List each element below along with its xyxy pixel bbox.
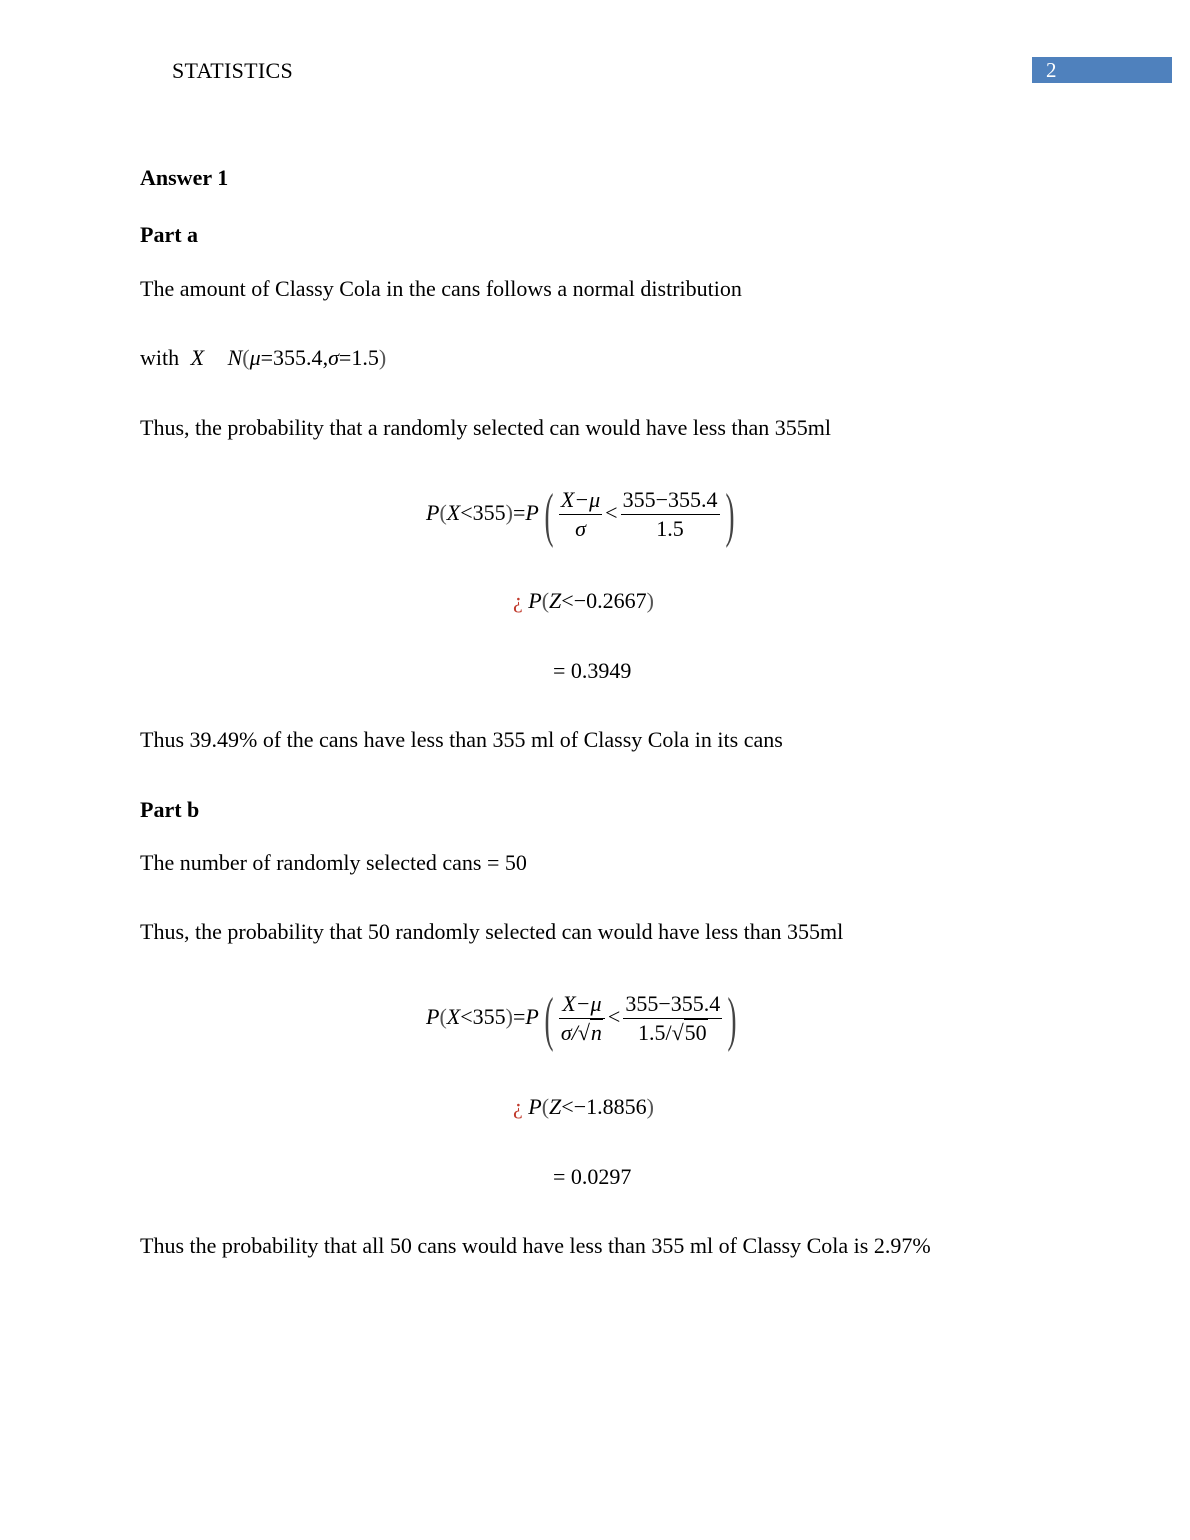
part-b-result: = 0.0297 xyxy=(553,1164,632,1189)
eq-equals: = xyxy=(512,500,526,525)
dist-var: X xyxy=(190,345,205,370)
page-number: 2 xyxy=(1046,58,1057,82)
fraction-values-mean: $\frac{355-355.4}{1.5/√50}$ xyxy=(625,991,721,1046)
with-word: with xyxy=(140,345,180,370)
answer-heading: Answer 1 xyxy=(140,165,229,190)
page-number-box xyxy=(1032,57,1172,83)
part-b-equation-2: ¿ P(Z<−1.8856) xyxy=(513,1094,654,1119)
part-a-result: = 0.3949 xyxy=(553,658,632,683)
eq-lhs-rest: <355 xyxy=(460,500,506,525)
part-b-heading: Part b xyxy=(140,797,200,822)
part-a-equation-2: ¿ P(Z<−0.2667) xyxy=(513,588,654,613)
dist-fn: N xyxy=(227,345,243,370)
part-a-prob-statement: Thus, the probability that a randomly selected can would have less than 355ml xyxy=(140,415,831,440)
mu-value: =355.4 xyxy=(260,345,323,370)
eq-p: P xyxy=(426,500,440,525)
fraction-values: $\frac{355-355.4}{1.5}$ xyxy=(622,487,718,542)
part-b-equation-1: P(X<355)=P( $\frac{X-\mu}{\sigma/√n}$ < $\frac{355-355.4}{1.5/√50}$ ) xyxy=(426,985,737,1052)
part-b-prob-statement: Thus, the probability that 50 randomly selected can would have less than 355ml xyxy=(140,919,844,944)
mu-symbol: μ xyxy=(249,345,261,370)
part-a-intro: The amount of Classy Cola in the cans follows a normal distribution xyxy=(140,276,742,301)
distribution-line: with X N(μ=355.4,σ=1.5) xyxy=(140,345,387,370)
running-header-title: STATISTICS xyxy=(172,58,294,83)
eq-lt: < xyxy=(605,500,618,525)
fraction-standardize: $\frac{X-\mu}{\sigma}$ xyxy=(560,487,601,542)
fraction-standardize-mean: $\frac{X-\mu}{\sigma/√n}$ xyxy=(559,991,605,1046)
part-a-conclusion: Thus 39.49% of the cans have less than 355 ml of Classy Cola in its cans xyxy=(140,727,783,752)
inverted-question-glyph: ¿ xyxy=(513,588,523,613)
part-a-heading: Part a xyxy=(140,222,199,247)
dist-comma: , xyxy=(322,345,329,370)
sqrt-symbol: √n xyxy=(577,1020,602,1046)
sigma-value: =1.5 xyxy=(338,345,379,370)
part-b-sample-statement: The number of randomly selected cans = 50 xyxy=(140,850,527,875)
sigma-symbol: σ xyxy=(328,345,339,370)
part-b-conclusion: Thus the probability that all 50 cans would have less than 355 ml of Classy Cola is 2.97% xyxy=(140,1233,931,1258)
part-a-equation-1: P(X<355)=P( $\frac{X-\mu}{\sigma}$ < $\frac{355-355.4}{1.5}$ ) xyxy=(426,481,735,548)
eq-rhs-p: P xyxy=(525,500,539,525)
eq-x: X xyxy=(446,500,461,525)
sqrt-symbol: √50 xyxy=(671,1020,707,1046)
inverted-question-glyph: ¿ xyxy=(513,1094,523,1119)
